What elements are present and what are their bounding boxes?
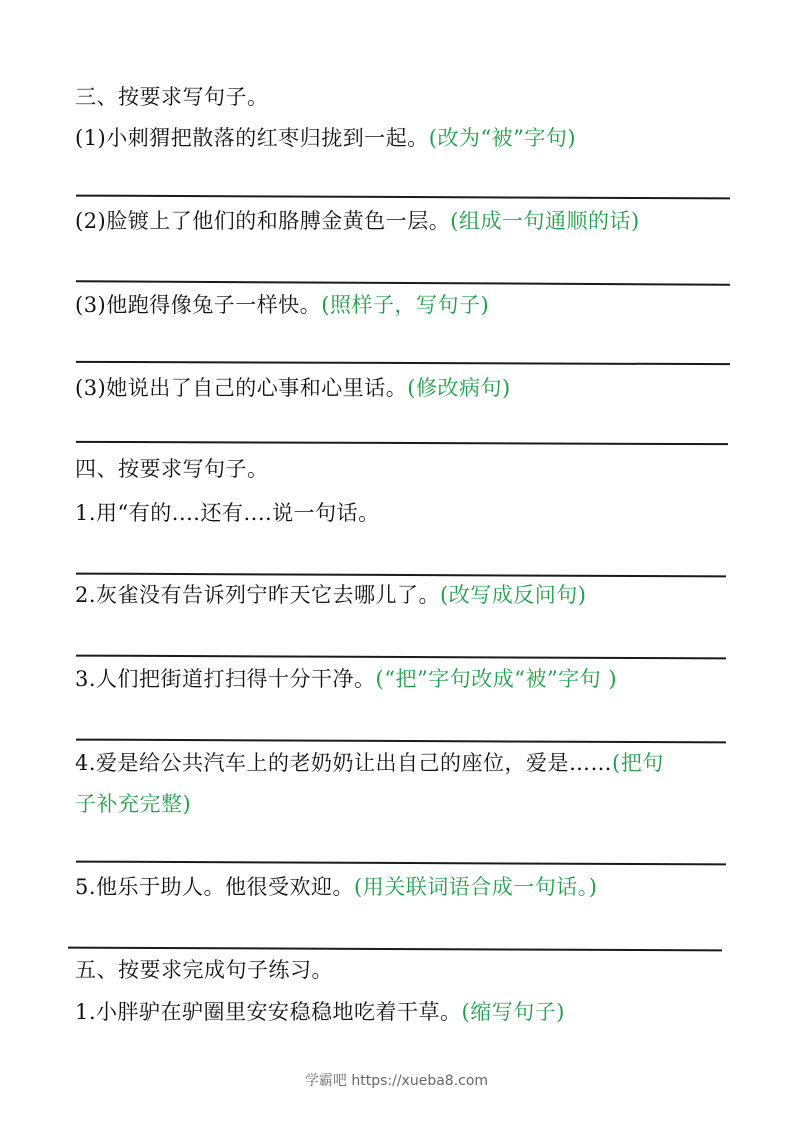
answer-line <box>76 861 726 866</box>
answer-line <box>76 441 728 445</box>
s4-question-2 <box>75 580 586 610</box>
s3-question-1 <box>75 123 576 153</box>
s5-question-1 <box>75 997 565 1027</box>
question-text: (3)他跑得像兔子一样快。 <box>75 293 322 317</box>
question-text: (3)她说出了自己的心事和心里话。 <box>75 376 408 400</box>
answer-line <box>76 195 730 200</box>
footer-watermark: 学霸吧 https://xueba8.com <box>304 1073 489 1089</box>
question-text: 3.人们把街道打扫得十分干净。 <box>75 667 376 691</box>
answer-line <box>76 655 726 660</box>
question-text: (1)小刺猬把散落的红枣归拢到一起。 <box>75 126 429 150</box>
question-text: 5.他乐于助人。他很受欢迎。 <box>75 875 355 899</box>
question-hint: (“把”字句改成“被”字句 ) <box>375 667 618 691</box>
section-5-heading: 五、按要求完成句子练习。 <box>75 958 333 982</box>
question-hint: (把句 <box>612 751 664 775</box>
answer-line <box>76 573 726 578</box>
question-text: 2.灰雀没有告诉列宁昨天它去哪儿了。 <box>75 583 441 607</box>
s3-question-4 <box>75 373 511 403</box>
question-hint: (修改病句) <box>407 376 511 400</box>
question-hint: (照样子，写句子) <box>321 293 490 317</box>
question-hint: (缩写句子) <box>461 1000 565 1024</box>
s3-question-3 <box>75 290 489 320</box>
question-text: 4.爱是给公共汽车上的老奶奶让出自己的座位，爱是…… <box>75 751 613 775</box>
answer-line <box>76 361 730 365</box>
s4-question-4 <box>75 748 664 778</box>
question-hint: (改写成反问句) <box>440 583 587 607</box>
s3-question-2 <box>75 206 640 236</box>
s4-question-4-hint-continued: 子补充完整) <box>75 792 192 816</box>
s4-question-3 <box>75 664 617 694</box>
question-text: 1.用“有的....还有....说一句话。 <box>75 501 380 525</box>
s4-question-5 <box>75 872 597 902</box>
question-text: 1.小胖驴在驴圈里安安稳稳地吃着干草。 <box>75 1000 462 1024</box>
section-3-heading: 三、按要求写句子。 <box>75 85 269 109</box>
answer-line <box>76 280 730 285</box>
question-hint: (改为“被”字句) <box>428 126 577 150</box>
answer-line <box>68 947 722 952</box>
question-text: (2)脸镀上了他们的和胳膊金黄色一层。 <box>75 209 451 233</box>
section-4-heading: 四、按要求写句子。 <box>75 457 269 481</box>
s4-question-1 <box>75 498 380 528</box>
question-hint: (组成一句通顺的话) <box>450 209 640 233</box>
question-hint: (用关联词语合成一句话。) <box>354 875 598 899</box>
answer-line <box>76 739 726 744</box>
